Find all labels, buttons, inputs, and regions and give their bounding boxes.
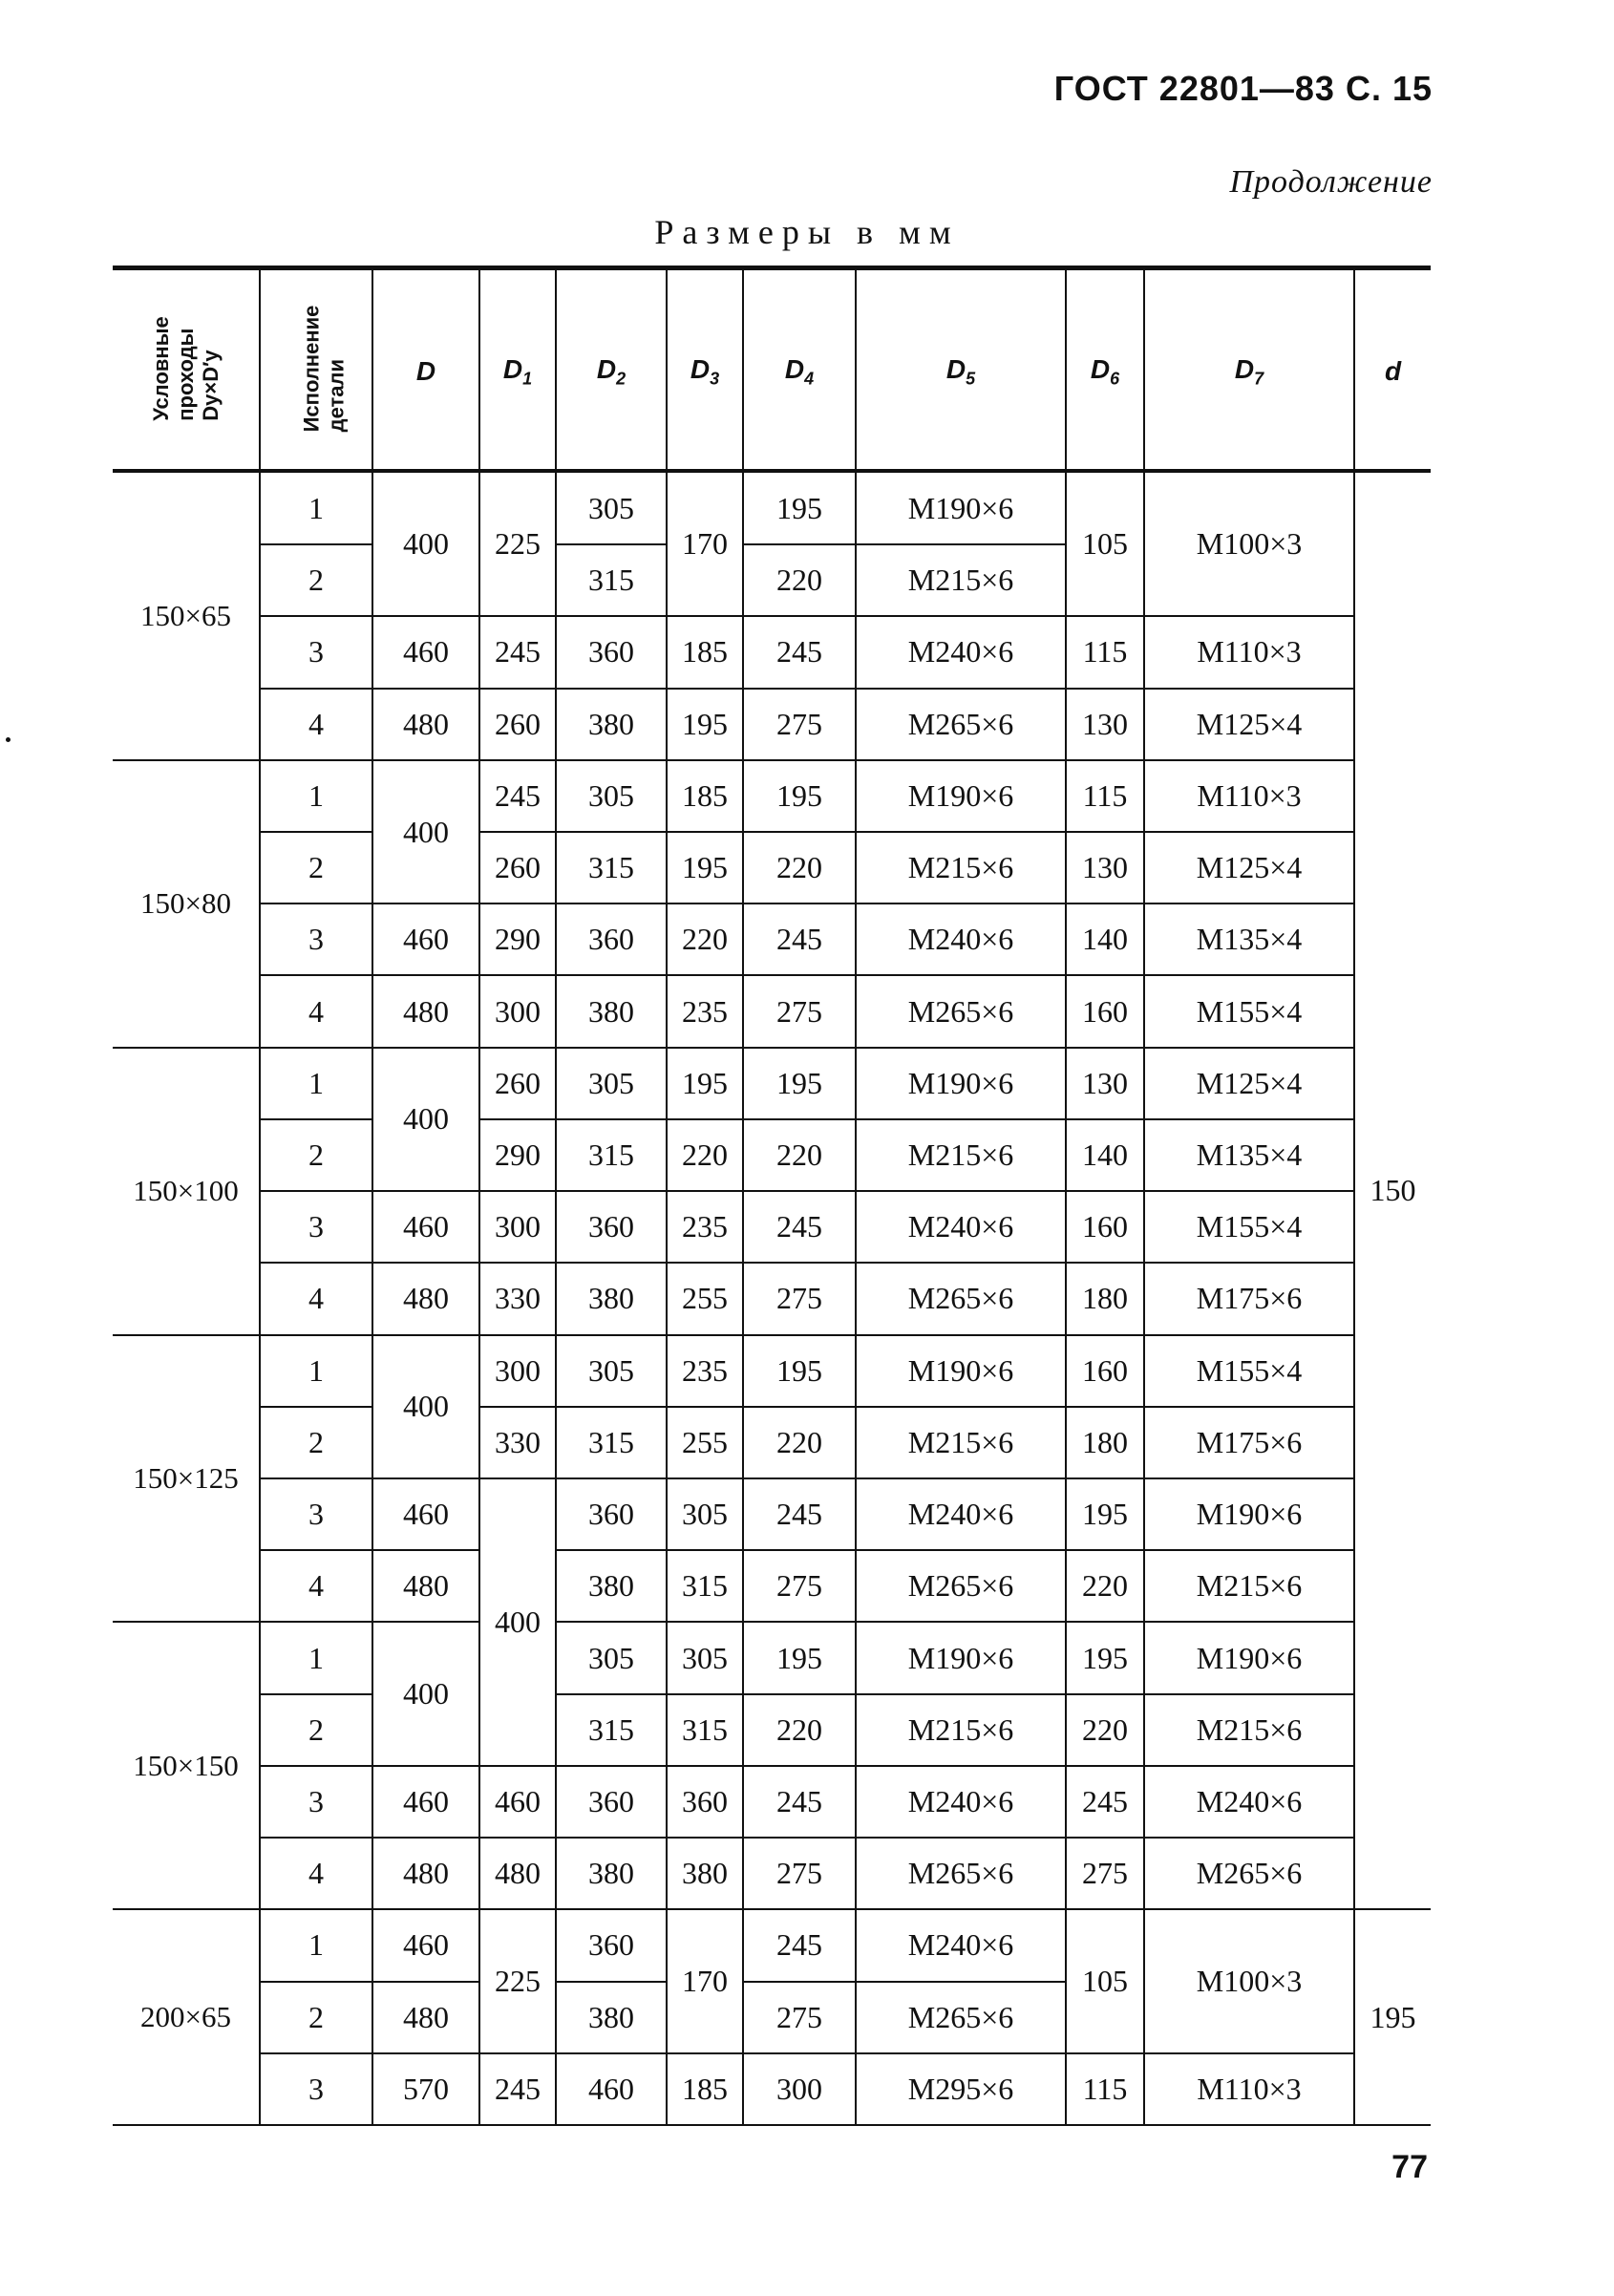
D4-cell: 195	[743, 1048, 856, 1119]
D3-cell: 170	[667, 471, 743, 616]
document-code: ГОСТ 22801—83 С. 15	[1053, 69, 1433, 108]
header-nominal-passages	[113, 268, 260, 472]
D7-cell: M125×4	[1144, 689, 1354, 760]
variant-cell: 2	[260, 544, 372, 616]
D4-cell: 275	[743, 1550, 856, 1622]
variant-cell: 2	[260, 832, 372, 904]
nominal-passage-cell: 150×65	[113, 471, 260, 760]
D5-cell: M215×6	[856, 832, 1066, 904]
D4-cell: 275	[743, 1982, 856, 2053]
variant-cell: 4	[260, 1550, 372, 1622]
D3-cell: 255	[667, 1407, 743, 1478]
D-cell: 400	[372, 1622, 479, 1765]
variant-cell: 3	[260, 2053, 372, 2125]
D4-cell: 300	[743, 2053, 856, 2125]
D4-cell: 275	[743, 1263, 856, 1334]
d-cell: 195	[1354, 1909, 1431, 2125]
D6-cell: 115	[1066, 616, 1144, 688]
D2-cell: 360	[556, 1191, 667, 1263]
D5-cell: M265×6	[856, 689, 1066, 760]
variant-cell: 3	[260, 904, 372, 975]
D2-cell: 305	[556, 760, 667, 832]
D5-cell: M190×6	[856, 1622, 1066, 1693]
D-cell: 570	[372, 2053, 479, 2125]
table-row	[113, 1766, 1431, 1838]
D1-cell: 245	[479, 616, 556, 688]
D4-cell: 245	[743, 1478, 856, 1550]
D7-cell: M110×3	[1144, 2053, 1354, 2125]
header-D2	[556, 268, 667, 472]
header-D	[372, 268, 479, 472]
D3-cell: 360	[667, 1766, 743, 1838]
D-cell: 480	[372, 1982, 479, 2053]
variant-cell: 4	[260, 975, 372, 1047]
D3-cell: 195	[667, 832, 743, 904]
D2-cell: 315	[556, 544, 667, 616]
D3-cell: 315	[667, 1694, 743, 1766]
D3-cell: 185	[667, 616, 743, 688]
D4-cell: 275	[743, 1838, 856, 1909]
D1-cell: 245	[479, 2053, 556, 2125]
D3-cell: 195	[667, 1048, 743, 1119]
D7-cell: M125×4	[1144, 1048, 1354, 1119]
D7-cell: M100×3	[1144, 471, 1354, 616]
D7-cell: M110×3	[1144, 616, 1354, 688]
page-number: 77	[1391, 2149, 1428, 2185]
variant-cell: 4	[260, 1838, 372, 1909]
D6-cell: 195	[1066, 1622, 1144, 1693]
D1-cell: 300	[479, 975, 556, 1047]
D-cell: 460	[372, 616, 479, 688]
D1-cell: 245	[479, 760, 556, 832]
D2-cell: 305	[556, 1048, 667, 1119]
table-row	[113, 1119, 1431, 1191]
header-D7	[1144, 268, 1354, 472]
D4-cell: 220	[743, 832, 856, 904]
table-row	[113, 1478, 1431, 1550]
table-row	[113, 1909, 1431, 1981]
table-row	[113, 1191, 1431, 1263]
D7-cell: M135×4	[1144, 1119, 1354, 1191]
D7-cell: M265×6	[1144, 1838, 1354, 1909]
D1-cell: 300	[479, 1335, 556, 1407]
variant-cell: 1	[260, 1622, 372, 1693]
D5-cell: M265×6	[856, 1263, 1066, 1334]
D2-cell: 315	[556, 1119, 667, 1191]
table-row	[113, 1048, 1431, 1119]
D5-cell: M240×6	[856, 616, 1066, 688]
variant-cell: 1	[260, 760, 372, 832]
header-D3-sub: 3	[710, 369, 720, 389]
table-row	[113, 760, 1431, 832]
variant-cell: 4	[260, 689, 372, 760]
header-D6-label: D	[1090, 353, 1111, 384]
header-nominal-line2: проходы	[173, 328, 198, 421]
D6-cell: 115	[1066, 760, 1144, 832]
D4-cell: 275	[743, 975, 856, 1047]
header-D5	[856, 268, 1066, 472]
table-row	[113, 975, 1431, 1047]
header-nominal-line3: Dy×D′y	[198, 350, 223, 421]
D-cell: 400	[372, 760, 479, 904]
D3-cell: 185	[667, 760, 743, 832]
D5-cell: M215×6	[856, 1407, 1066, 1478]
D7-cell: M110×3	[1144, 760, 1354, 832]
D4-cell: 245	[743, 1191, 856, 1263]
D5-cell: M295×6	[856, 2053, 1066, 2125]
D3-cell: 255	[667, 1263, 743, 1334]
header-D6-sub: 6	[1110, 369, 1120, 389]
D3-cell: 185	[667, 2053, 743, 2125]
header-D1	[479, 268, 556, 472]
header-D5-sub: 5	[966, 369, 976, 389]
table-row	[113, 1838, 1431, 1909]
D4-cell: 245	[743, 616, 856, 688]
D7-cell: M155×4	[1144, 975, 1354, 1047]
D2-cell: 380	[556, 1982, 667, 2053]
header-D-label: D	[415, 355, 436, 386]
D4-cell: 195	[743, 1622, 856, 1693]
D3-cell: 195	[667, 689, 743, 760]
D5-cell: M215×6	[856, 1694, 1066, 1766]
header-D1-sub: 1	[522, 369, 533, 389]
dimensions-table-wrapper	[113, 266, 1431, 2126]
D-cell: 460	[372, 1909, 479, 1981]
D4-cell: 245	[743, 1766, 856, 1838]
D-cell: 460	[372, 1191, 479, 1263]
table-row	[113, 616, 1431, 688]
D1-cell: 290	[479, 1119, 556, 1191]
variant-cell: 3	[260, 1766, 372, 1838]
header-D2-sub: 2	[616, 369, 626, 389]
D2-cell: 315	[556, 1694, 667, 1766]
D2-cell: 360	[556, 1909, 667, 1981]
D2-cell: 380	[556, 1263, 667, 1334]
header-D2-label: D	[596, 353, 617, 384]
D5-cell: M240×6	[856, 904, 1066, 975]
D6-cell: 195	[1066, 1478, 1144, 1550]
table-row	[113, 1263, 1431, 1334]
D1-cell: 260	[479, 1048, 556, 1119]
header-d	[1354, 268, 1431, 472]
d-cell: 150	[1354, 471, 1431, 1909]
header-D5-label: D	[945, 353, 966, 384]
header-D7-sub: 7	[1254, 369, 1264, 389]
D3-cell: 315	[667, 1550, 743, 1622]
variant-cell: 2	[260, 1119, 372, 1191]
D5-cell: M265×6	[856, 1550, 1066, 1622]
D6-cell: 140	[1066, 904, 1144, 975]
D7-cell: M190×6	[1144, 1478, 1354, 1550]
D4-cell: 275	[743, 689, 856, 760]
D2-cell: 460	[556, 2053, 667, 2125]
D6-cell: 180	[1066, 1407, 1144, 1478]
D6-cell: 115	[1066, 2053, 1144, 2125]
D-cell: 460	[372, 1766, 479, 1838]
D7-cell: M190×6	[1144, 1622, 1354, 1693]
D7-cell: M215×6	[1144, 1550, 1354, 1622]
D6-cell: 105	[1066, 471, 1144, 616]
D2-cell: 380	[556, 1838, 667, 1909]
D5-cell: M240×6	[856, 1191, 1066, 1263]
D3-cell: 235	[667, 1191, 743, 1263]
D5-cell: M240×6	[856, 1766, 1066, 1838]
variant-cell: 3	[260, 1191, 372, 1263]
header-D4	[743, 268, 856, 472]
D7-cell: M175×6	[1144, 1407, 1354, 1478]
D-cell: 400	[372, 1048, 479, 1191]
D6-cell: 130	[1066, 689, 1144, 760]
table-row	[113, 1694, 1431, 1766]
D4-cell: 195	[743, 760, 856, 832]
table-header	[113, 268, 1431, 472]
D5-cell: M190×6	[856, 1335, 1066, 1407]
D-cell: 480	[372, 1550, 479, 1622]
variant-cell: 2	[260, 1407, 372, 1478]
D2-cell: 305	[556, 1335, 667, 1407]
variant-cell: 4	[260, 1263, 372, 1334]
variant-cell: 1	[260, 1909, 372, 1981]
D7-cell: M215×6	[1144, 1694, 1354, 1766]
D3-cell: 380	[667, 1838, 743, 1909]
D7-cell: M175×6	[1144, 1263, 1354, 1334]
D2-cell: 360	[556, 1766, 667, 1838]
header-variant-line2: детали	[324, 358, 349, 433]
variant-cell: 3	[260, 1478, 372, 1550]
nominal-passage-cell: 150×150	[113, 1622, 260, 1909]
table-row	[113, 2053, 1431, 2125]
variant-cell: 3	[260, 616, 372, 688]
D6-cell: 130	[1066, 832, 1144, 904]
header-variant	[260, 268, 372, 472]
D2-cell: 380	[556, 975, 667, 1047]
header-D7-label: D	[1234, 353, 1255, 384]
D7-cell: M240×6	[1144, 1766, 1354, 1838]
D5-cell: M240×6	[856, 1478, 1066, 1550]
table-row	[113, 1550, 1431, 1622]
D2-cell: 360	[556, 904, 667, 975]
D2-cell: 315	[556, 1407, 667, 1478]
D3-cell: 220	[667, 904, 743, 975]
table-row	[113, 904, 1431, 975]
D5-cell: M240×6	[856, 1909, 1066, 1981]
D7-cell: M100×3	[1144, 1909, 1354, 2052]
D1-cell: 260	[479, 832, 556, 904]
D3-cell: 235	[667, 1335, 743, 1407]
D5-cell: M265×6	[856, 1982, 1066, 2053]
D4-cell: 245	[743, 904, 856, 975]
D5-cell: M265×6	[856, 1838, 1066, 1909]
D1-cell: 260	[479, 689, 556, 760]
continuation-label: Продолжение	[1229, 164, 1433, 200]
D4-cell: 220	[743, 1407, 856, 1478]
nominal-passage-cell: 150×80	[113, 760, 260, 1048]
D5-cell: M190×6	[856, 471, 1066, 544]
D6-cell: 180	[1066, 1263, 1144, 1334]
nominal-passage-cell: 200×65	[113, 1909, 260, 2125]
D4-cell: 220	[743, 544, 856, 616]
table-row	[113, 689, 1431, 760]
header-D4-sub: 4	[804, 369, 815, 389]
D4-cell: 220	[743, 1694, 856, 1766]
table-row	[113, 1407, 1431, 1478]
D-cell: 400	[372, 1335, 479, 1478]
table-row	[113, 1622, 1431, 1693]
D7-cell: M155×4	[1144, 1191, 1354, 1263]
D1-cell: 460	[479, 1766, 556, 1838]
D3-cell: 305	[667, 1478, 743, 1550]
D6-cell: 140	[1066, 1119, 1144, 1191]
D3-cell: 170	[667, 1909, 743, 2052]
D-cell: 460	[372, 1478, 479, 1550]
D2-cell: 380	[556, 1550, 667, 1622]
variant-cell: 1	[260, 471, 372, 544]
D-cell: 480	[372, 689, 479, 760]
D6-cell: 105	[1066, 1909, 1144, 2052]
D-cell: 460	[372, 904, 479, 975]
D5-cell: M190×6	[856, 760, 1066, 832]
D7-cell: M135×4	[1144, 904, 1354, 975]
variant-cell: 1	[260, 1335, 372, 1407]
dimensions-table	[113, 266, 1431, 2126]
D-cell: 400	[372, 471, 479, 616]
header-variant-line1: Исполнение	[299, 305, 324, 433]
D7-cell: M155×4	[1144, 1335, 1354, 1407]
D4-cell: 245	[743, 1909, 856, 1981]
variant-cell: 2	[260, 1694, 372, 1766]
D5-cell: M215×6	[856, 1119, 1066, 1191]
D6-cell: 220	[1066, 1550, 1144, 1622]
D3-cell: 235	[667, 975, 743, 1047]
D2-cell: 380	[556, 689, 667, 760]
units-caption: Размеры в мм	[654, 213, 960, 251]
D-cell: 480	[372, 1263, 479, 1334]
D1-cell: 225	[479, 471, 556, 616]
D1-cell: 290	[479, 904, 556, 975]
variant-cell: 1	[260, 1048, 372, 1119]
D2-cell: 305	[556, 471, 667, 544]
D2-cell: 360	[556, 1478, 667, 1550]
D3-cell: 305	[667, 1622, 743, 1693]
D-cell: 480	[372, 1838, 479, 1909]
D5-cell: M265×6	[856, 975, 1066, 1047]
D6-cell: 245	[1066, 1766, 1144, 1838]
header-D1-label: D	[502, 353, 523, 384]
D1-cell: 300	[479, 1191, 556, 1263]
nominal-passage-cell: 150×125	[113, 1335, 260, 1623]
variant-cell: 2	[260, 1982, 372, 2053]
header-D4-label: D	[784, 353, 805, 384]
nominal-passage-cell: 150×100	[113, 1048, 260, 1335]
header-D3	[667, 268, 743, 472]
D2-cell: 360	[556, 616, 667, 688]
scan-speck	[6, 737, 11, 742]
D2-cell: 305	[556, 1622, 667, 1693]
D6-cell: 275	[1066, 1838, 1144, 1909]
header-d-label: d	[1384, 355, 1402, 386]
D4-cell: 220	[743, 1119, 856, 1191]
D4-cell: 195	[743, 1335, 856, 1407]
header-D3-label: D	[690, 353, 711, 384]
table-body	[113, 471, 1431, 2125]
D4-cell: 195	[743, 471, 856, 544]
table-row	[113, 832, 1431, 904]
D6-cell: 160	[1066, 1191, 1144, 1263]
D6-cell: 160	[1066, 975, 1144, 1047]
D5-cell: M215×6	[856, 544, 1066, 616]
D1-cell: 225	[479, 1909, 556, 2052]
D6-cell: 160	[1066, 1335, 1144, 1407]
D2-cell: 315	[556, 832, 667, 904]
table-row	[113, 471, 1431, 544]
header-nominal-line1: Условные	[148, 316, 173, 421]
table-row	[113, 1335, 1431, 1407]
D6-cell: 220	[1066, 1694, 1144, 1766]
D1-cell: 480	[479, 1838, 556, 1909]
D-cell: 480	[372, 975, 479, 1047]
D6-cell: 130	[1066, 1048, 1144, 1119]
D5-cell: M190×6	[856, 1048, 1066, 1119]
D1-cell: 400	[479, 1478, 556, 1766]
D1-cell: 330	[479, 1407, 556, 1478]
header-D6	[1066, 268, 1144, 472]
D1-cell: 330	[479, 1263, 556, 1334]
D7-cell: M125×4	[1144, 832, 1354, 904]
D3-cell: 220	[667, 1119, 743, 1191]
